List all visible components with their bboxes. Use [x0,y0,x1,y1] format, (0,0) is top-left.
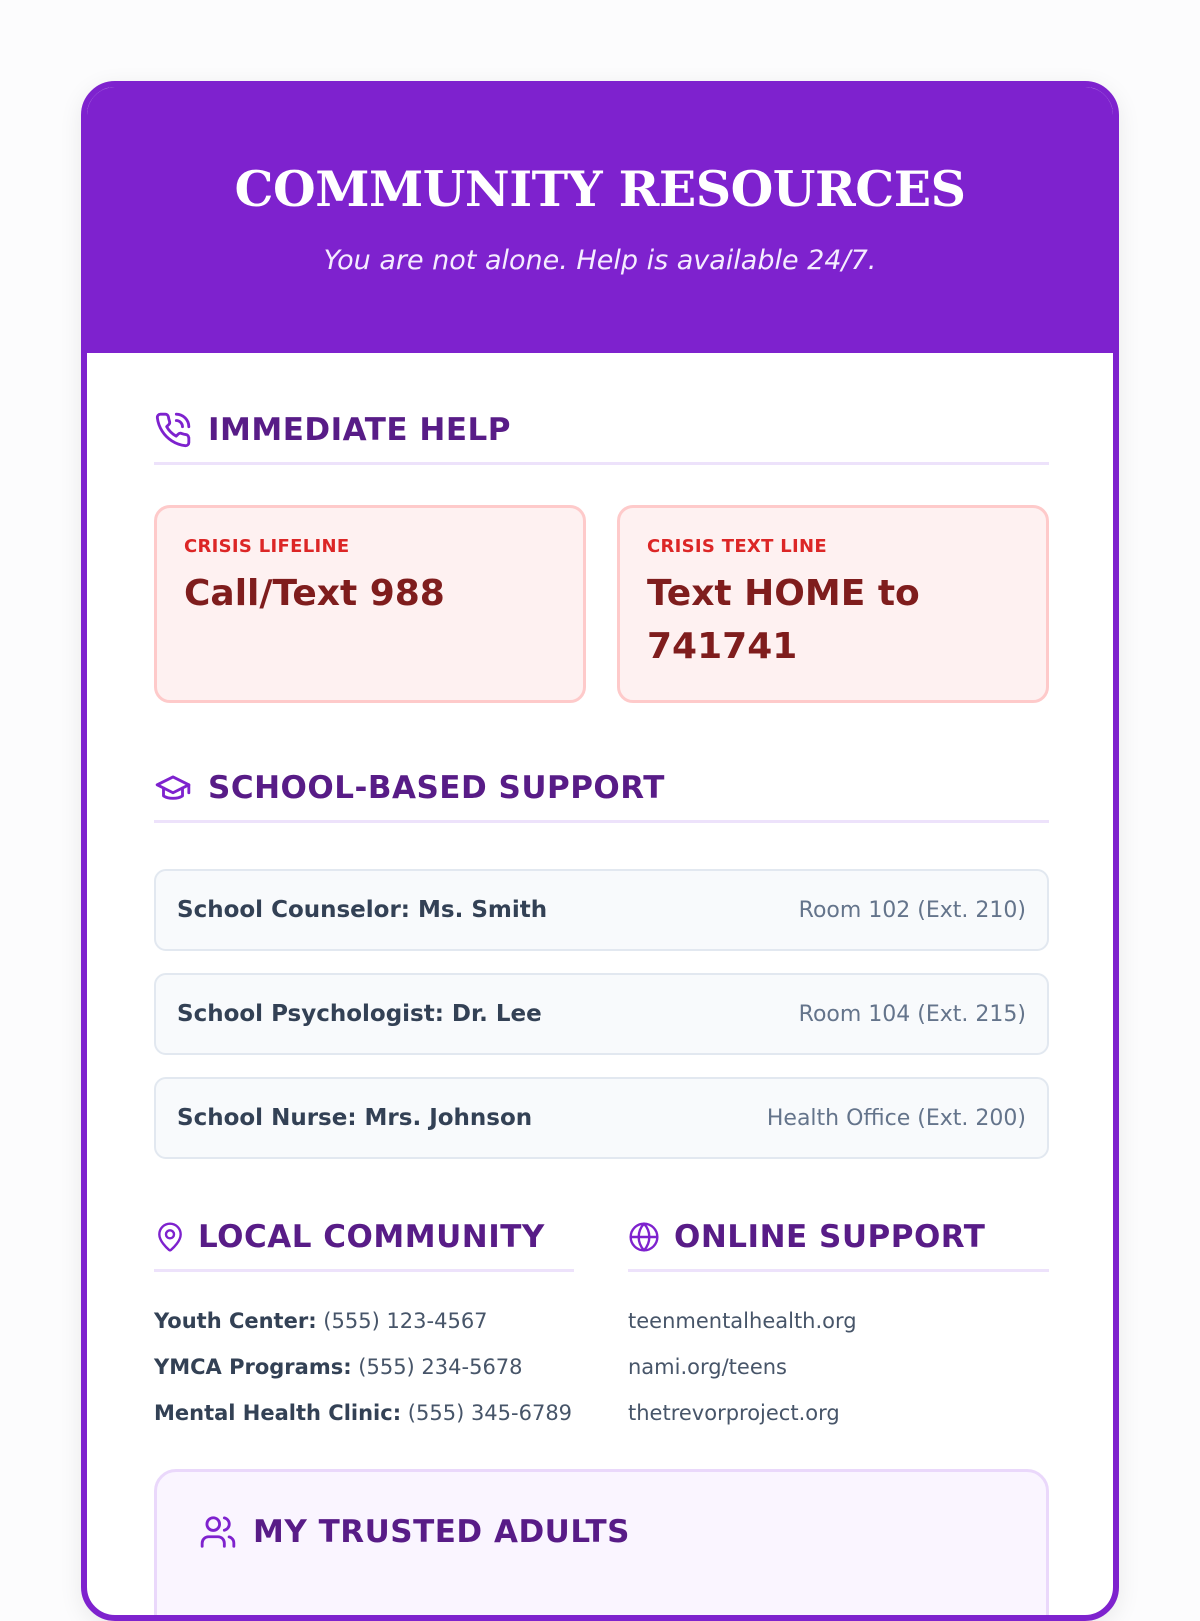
globe-icon [628,1218,660,1256]
header-banner [87,87,1113,353]
online-link[interactable]: teenmentalhealth.org [628,1309,857,1333]
list-item[interactable] [154,1077,1049,1159]
contact-phone[interactable]: (555) 123-4567 [323,1309,488,1333]
support-name: School Psychologist: Dr. Lee [177,1001,542,1027]
section-heading: MY TRUSTED ADULTS [253,1514,630,1550]
resources-card [81,81,1119,1621]
section-heading: SCHOOL-BASED SUPPORT [208,770,665,806]
contact-phone[interactable]: (555) 234-5678 [358,1355,523,1379]
support-location: Health Office (Ext. 200) [766,1105,1026,1131]
list-item[interactable] [154,973,1049,1055]
section-heading: ONLINE SUPPORT [674,1219,986,1255]
support-name: School Nurse: Mrs. Johnson [177,1105,533,1131]
contact-phone[interactable]: (555) 345-6789 [407,1401,573,1425]
online-link[interactable]: nami.org/teens [628,1355,787,1379]
crisis-card-label: CRISIS LIFELINE [184,536,350,557]
page-title: COMMUNITY RESOURCES [234,160,966,218]
list-item [154,1355,523,1379]
crisis-card-value: Call/Text 988 [184,573,445,614]
phone-icon [154,411,192,449]
section-local-community [154,1217,574,1272]
section-immediate-help [154,410,1049,465]
support-location: Room 102 (Ext. 210) [798,897,1026,923]
list-item [154,1401,572,1425]
section-heading: IMMEDIATE HELP [208,412,511,448]
contact-label: Mental Health Clinic: [154,1401,402,1425]
users-icon [199,1513,237,1551]
crisis-lifeline-card[interactable] [154,505,586,703]
list-item[interactable] [154,869,1049,951]
map-pin-icon [154,1218,186,1256]
support-location: Room 104 (Ext. 215) [798,1001,1026,1027]
online-link[interactable]: thetrevorproject.org [628,1401,840,1425]
section-school-support [154,768,1049,823]
crisis-card-label: CRISIS TEXT LINE [647,536,827,557]
crisis-card-value: Text HOME to 741741 [647,573,920,667]
page-subtitle: You are not alone. Help is available 24/7. [323,245,877,276]
trusted-adults-panel [154,1469,1049,1621]
graduation-cap-icon [154,769,192,807]
support-name: School Counselor: Ms. Smith [177,897,548,923]
section-online-support [628,1217,1049,1272]
contact-label: Youth Center: [154,1309,317,1333]
section-trusted-adults [199,1512,630,1564]
crisis-text-line-card[interactable] [617,505,1049,703]
contact-label: YMCA Programs: [154,1355,352,1379]
list-item [154,1309,488,1333]
section-heading: LOCAL COMMUNITY [198,1219,545,1255]
